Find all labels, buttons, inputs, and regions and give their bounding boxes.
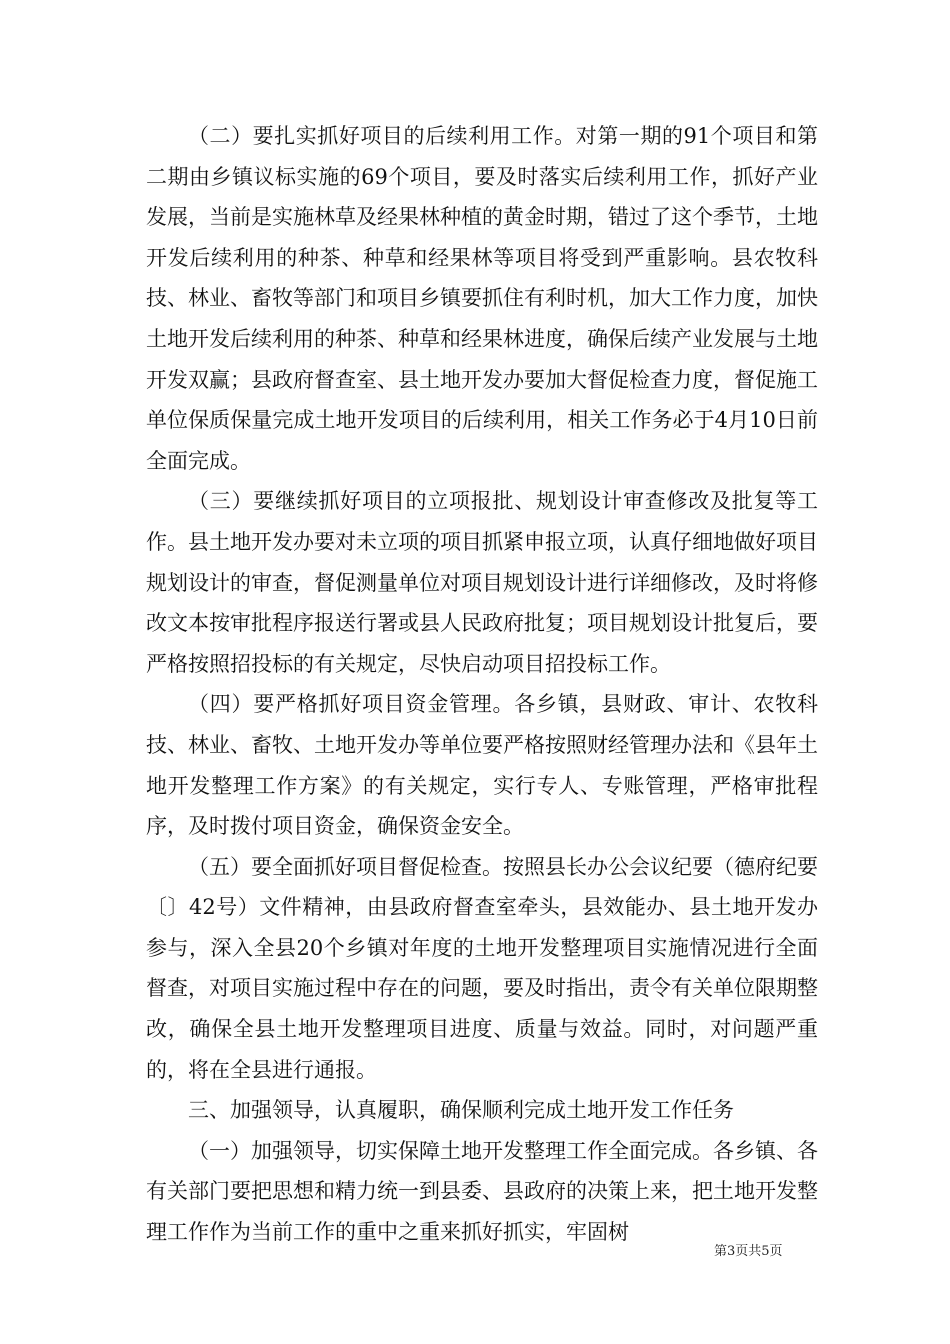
page-number-footer: 第3页共5页 (714, 1244, 783, 1259)
paragraph-item-2: （二）要扎实抓好项目的后续利用工作。对第一期的91个项目和第二期由乡镇议标实施的69个项目，要及时落实后续利用工作，抓好产业发展，当前是实施林草及经果林种植的黄金时期，错过了这个季节，土地开发后续利用的种茶、种草和经果林等项目将受到严重影响。县农牧科技、林业、畜牧等部门和项目乡镇要抓住有利时机，加大工作力度，加快土地开发后续利用的种茶、种草和经果林进度，确保后续产业发展与土地开发双赢；县政府督查室、县土地开发办要加大督促检查力度，督促施工单位保质保量完成土地开发项目的后续利用，相关工作务必于4月10日前全面完成。 (146, 124, 818, 473)
section-heading-3: 三、加强领导，认真履职，确保顺利完成土地开发工作任务 (188, 1098, 734, 1123)
paragraph-section3-item-1: （一）加强领导，切实保障土地开发整理工作全面完成。各乡镇、各有关部门要把思想和精力统一到县委、县政府的决策上来，把土地开发整理工作作为当前工作的重中之重来抓好抓实，牢固树 (146, 1138, 818, 1245)
document-body (146, 116, 818, 1253)
paragraph-item-5: （五）要全面抓好项目督促检查。按照县长办公会议纪要（德府纪要〔〕42号）文件精神，由县政府督查室牵头，县效能办、县土地开发办参与，深入全县20个乡镇对年度的土地开发整理项目实施情况进行全面督查，对项目实施过程中存在的问题，要及时指出，责令有关单位限期整改，确保全县土地开发整理项目进度、质量与效益。同时，对问题严重的，将在全县进行通报。 (146, 854, 818, 1082)
paragraph-item-4: （四）要严格抓好项目资金管理。各乡镇，县财政、审计、农牧科技、林业、畜牧、土地开发办等单位要严格按照财经管理办法和《县年土地开发整理工作方案》的有关规定，实行专人、专账管理，严格审批程序，及时拨付项目资金，确保资金安全。 (146, 692, 818, 839)
paragraph-item-3: （三）要继续抓好项目的立项报批、规划设计审查修改及批复等工作。县土地开发办要对未立项的项目抓紧申报立项，认真仔细地做好项目规划设计的审查，督促测量单位对项目规划设计进行详细修改，及时将修改文本按审批程序报送行署或县人民政府批复；项目规划设计批复后，要严格按照招投标的有关规定，尽快启动项目招投标工作。 (146, 489, 818, 676)
